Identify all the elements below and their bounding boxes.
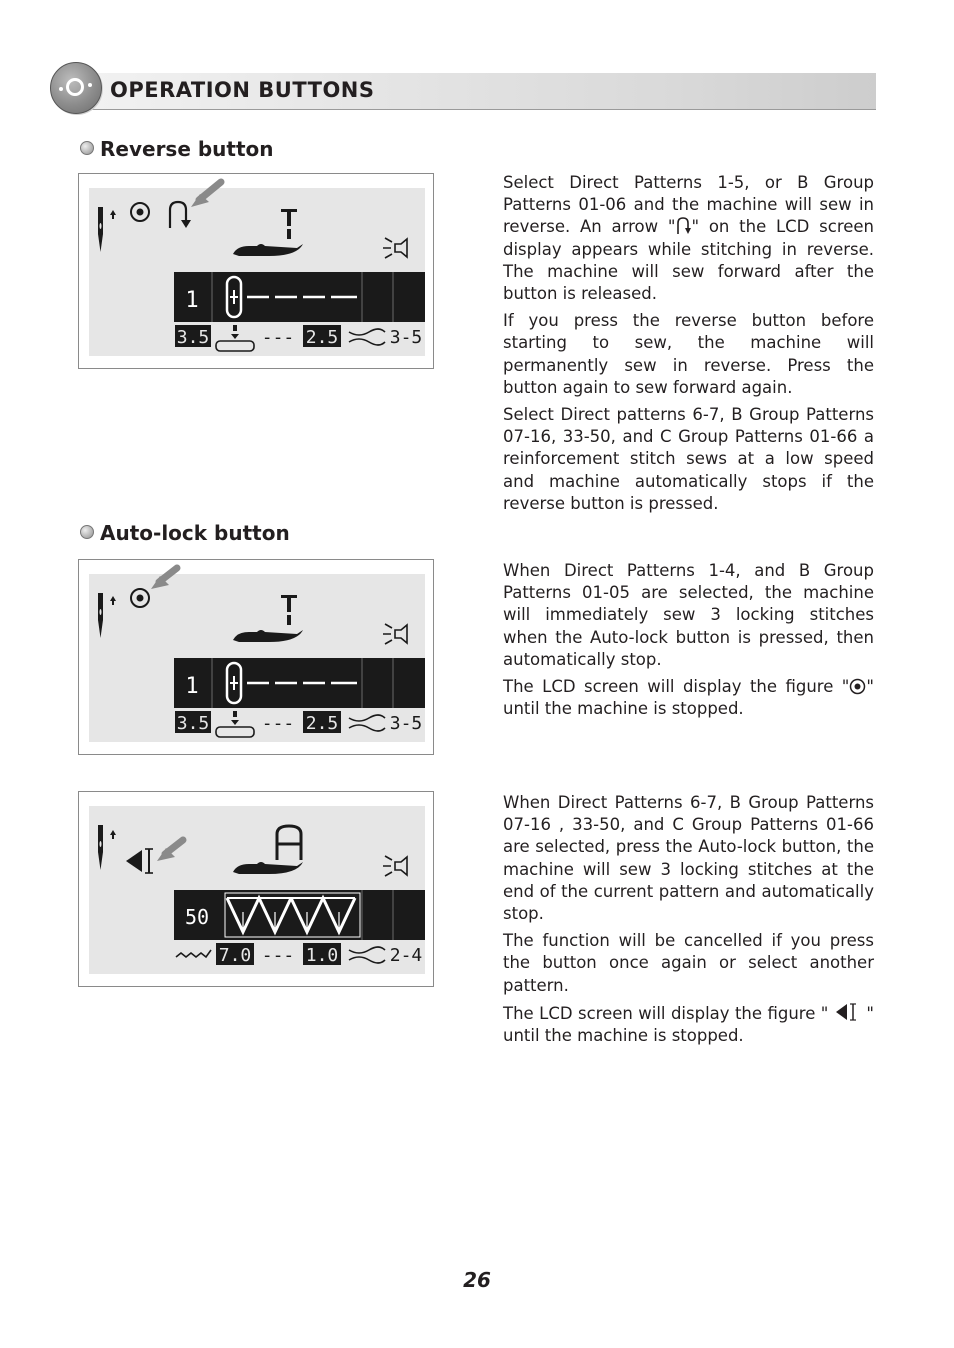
- autolock-description-b: When Direct Patterns 6-7, B Group Patterns 07-16 , 33-50, and C Group Patterns 01-66 are selected, press the Auto-lock button, the machine will sew 3 locking stitches at the end of the current pattern and automatically stop. The function will be cancelled if you press the button once again or select another pattern. The LCD screen will display the figure " " until the machine is stopped.: [503, 793, 874, 1046]
- foot-range: 3-5: [389, 713, 423, 734]
- separator: ---: [261, 327, 295, 348]
- pattern-number: 1: [185, 674, 199, 699]
- section-header: [50, 62, 876, 116]
- foot-range: 2-4: [389, 945, 423, 966]
- bullet-icon: [80, 141, 94, 155]
- stitch-width-value: 3.5: [176, 327, 210, 348]
- stitch-width-value: 3.5: [176, 713, 210, 734]
- separator: ---: [261, 713, 295, 734]
- header-badge-icon: [50, 62, 102, 114]
- stitch-length-value: 2.5: [305, 713, 339, 734]
- lcd-figure-endlock: [78, 791, 434, 987]
- foot-range: 3-5: [389, 327, 423, 348]
- autolock-heading: Auto-lock button: [80, 521, 290, 545]
- page-title: OPERATION BUTTONS: [110, 78, 375, 102]
- pattern-number: 50: [184, 905, 210, 929]
- reverse-description: Select Direct Patterns 1-5, or B Group Patterns 01-06 and the machine will sew in reverse. An arrow " " on the LCD screen display appears while stitching in reverse. The machine will sew forward after the button is released. If you press the reverse button before starting to sew, the machine will permanently sew in reverse. Press the button again to sew forward again. Select Direct patterns 6-7, B Group Patterns 07-16, 33-50, and C Group Patterns 01-66 a reinforcement stitch sews at a low speed and machine automatically stops if the reverse button is pressed.: [503, 173, 874, 513]
- autolock-dot-icon: [849, 678, 866, 695]
- stitch-length-value: 2.5: [305, 327, 339, 348]
- end-lock-icon: [834, 1002, 860, 1022]
- reverse-heading: Reverse button: [80, 137, 274, 161]
- stitch-length-value: 1.0: [305, 945, 339, 966]
- stitch-width-value: 7.0: [218, 945, 252, 966]
- lcd-figure-reverse: [78, 173, 434, 369]
- bullet-icon: [80, 525, 94, 539]
- pattern-number: 1: [185, 288, 199, 313]
- separator: ---: [261, 945, 295, 966]
- reverse-arrow-icon: [675, 217, 691, 235]
- page-number: 26: [463, 1268, 491, 1292]
- lcd-figure-autolock: [78, 559, 434, 755]
- autolock-description-a: When Direct Patterns 1-4, and B Group Patterns 01-05 are selected, the machine will immediately sew 3 locking stitches when the Auto-lock button is pressed, then automatically stop. The LCD screen will display the figure " " until the machine is stopped.: [503, 561, 874, 719]
